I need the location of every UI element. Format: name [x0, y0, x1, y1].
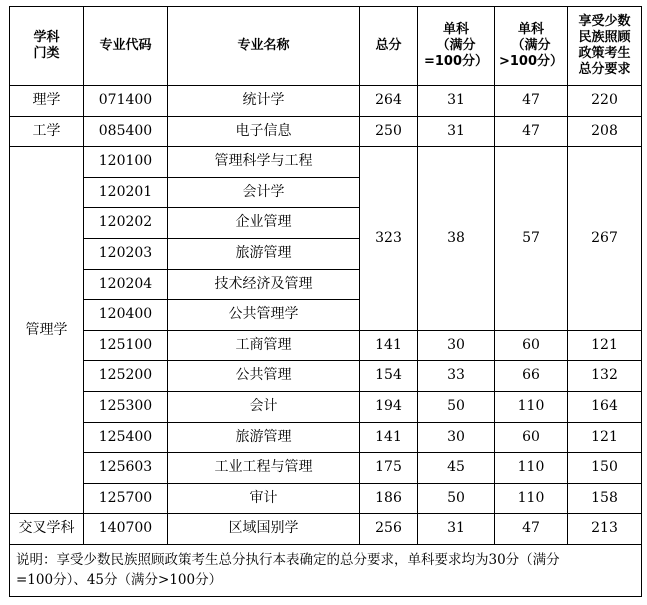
minority-cell: 132	[568, 361, 642, 392]
minority-cell: 121	[568, 422, 642, 453]
single-gt100-cell: 47	[495, 514, 568, 545]
header-single-gt100: 单科 （满分 >100分）	[495, 7, 568, 86]
note-line-1: 说明：享受少数民族照顾政策考生总分执行本表确定的总分要求，单科要求均为30分（满分	[16, 551, 560, 568]
single-gt100-cell: 66	[495, 361, 568, 392]
header-row	[10, 7, 642, 86]
name-cell: 区域国别学	[168, 514, 360, 545]
single-gt100-cell: 47	[495, 116, 568, 147]
group-total-cell: 323	[360, 147, 418, 331]
code-cell: 125400	[84, 422, 168, 453]
single-100-cell: 31	[418, 514, 495, 545]
name-cell: 审计	[168, 483, 360, 514]
single-gt100-cell: 47	[495, 86, 568, 117]
code-cell: 125603	[84, 453, 168, 484]
single-gt100-cell: 60	[495, 422, 568, 453]
code-cell: 071400	[84, 86, 168, 117]
code-cell: 120100	[84, 147, 168, 178]
code-cell: 125200	[84, 361, 168, 392]
total-cell: 175	[360, 453, 418, 484]
total-cell: 264	[360, 86, 418, 117]
name-cell: 工业工程与管理	[168, 453, 360, 484]
code-cell: 140700	[84, 514, 168, 545]
note-line-2: =100分）、45分（满分>100分）	[16, 572, 223, 589]
group-single-100-cell: 38	[418, 147, 495, 331]
header-total: 总分	[360, 7, 418, 86]
single-100-cell: 50	[418, 483, 495, 514]
header-single-100: 单科 （满分 =100分）	[418, 7, 495, 86]
name-cell: 统计学	[168, 86, 360, 117]
name-cell: 管理科学与工程	[168, 147, 360, 178]
total-cell: 141	[360, 330, 418, 361]
table-row	[10, 116, 642, 147]
table-row	[10, 422, 642, 453]
code-cell: 085400	[84, 116, 168, 147]
table-row	[10, 147, 642, 178]
single-gt100-cell: 110	[495, 453, 568, 484]
minority-cell: 213	[568, 514, 642, 545]
total-cell: 250	[360, 116, 418, 147]
name-cell: 会计学	[168, 177, 360, 208]
table-row	[10, 330, 642, 361]
table-row	[10, 483, 642, 514]
total-cell: 194	[360, 391, 418, 422]
minority-cell: 208	[568, 116, 642, 147]
single-gt100-cell: 110	[495, 483, 568, 514]
table-row	[10, 361, 642, 392]
name-cell: 旅游管理	[168, 238, 360, 269]
minority-cell: 158	[568, 483, 642, 514]
code-cell: 120203	[84, 238, 168, 269]
header-category: 学科 门类	[10, 7, 84, 86]
single-gt100-cell: 60	[495, 330, 568, 361]
name-cell: 旅游管理	[168, 422, 360, 453]
table-note	[10, 544, 642, 596]
header-code: 专业代码	[84, 7, 168, 86]
single-100-cell: 31	[418, 116, 495, 147]
code-cell: 120201	[84, 177, 168, 208]
code-cell: 120202	[84, 208, 168, 239]
code-cell: 125300	[84, 391, 168, 422]
table-row	[10, 391, 642, 422]
category-cell: 交叉学科	[10, 514, 84, 545]
total-cell: 154	[360, 361, 418, 392]
single-100-cell: 45	[418, 453, 495, 484]
total-cell: 141	[360, 422, 418, 453]
single-100-cell: 30	[418, 422, 495, 453]
single-100-cell: 33	[418, 361, 495, 392]
name-cell: 工商管理	[168, 330, 360, 361]
score-requirements-table	[9, 6, 642, 597]
table-row	[10, 453, 642, 484]
table-row	[10, 514, 642, 545]
name-cell: 企业管理	[168, 208, 360, 239]
single-gt100-cell: 110	[495, 391, 568, 422]
header-minority-total: 享受少数 民族照顾 政策考生 总分要求	[568, 7, 642, 86]
minority-cell: 150	[568, 453, 642, 484]
code-cell: 125100	[84, 330, 168, 361]
category-cell-management: 管理学	[10, 147, 84, 514]
single-100-cell: 50	[418, 391, 495, 422]
total-cell: 186	[360, 483, 418, 514]
total-cell: 256	[360, 514, 418, 545]
group-single-gt100-cell: 57	[495, 147, 568, 331]
note-row	[10, 544, 642, 596]
minority-cell: 121	[568, 330, 642, 361]
single-100-cell: 30	[418, 330, 495, 361]
code-cell: 125700	[84, 483, 168, 514]
single-100-cell: 31	[418, 86, 495, 117]
name-cell: 电子信息	[168, 116, 360, 147]
group-minority-cell: 267	[568, 147, 642, 331]
name-cell: 公共管理	[168, 361, 360, 392]
header-name: 专业名称	[168, 7, 360, 86]
name-cell: 会计	[168, 391, 360, 422]
minority-cell: 220	[568, 86, 642, 117]
category-cell: 理学	[10, 86, 84, 117]
table-row	[10, 86, 642, 117]
minority-cell: 164	[568, 391, 642, 422]
code-cell: 120400	[84, 300, 168, 331]
name-cell: 公共管理学	[168, 300, 360, 331]
code-cell: 120204	[84, 269, 168, 300]
category-cell: 工学	[10, 116, 84, 147]
name-cell: 技术经济及管理	[168, 269, 360, 300]
